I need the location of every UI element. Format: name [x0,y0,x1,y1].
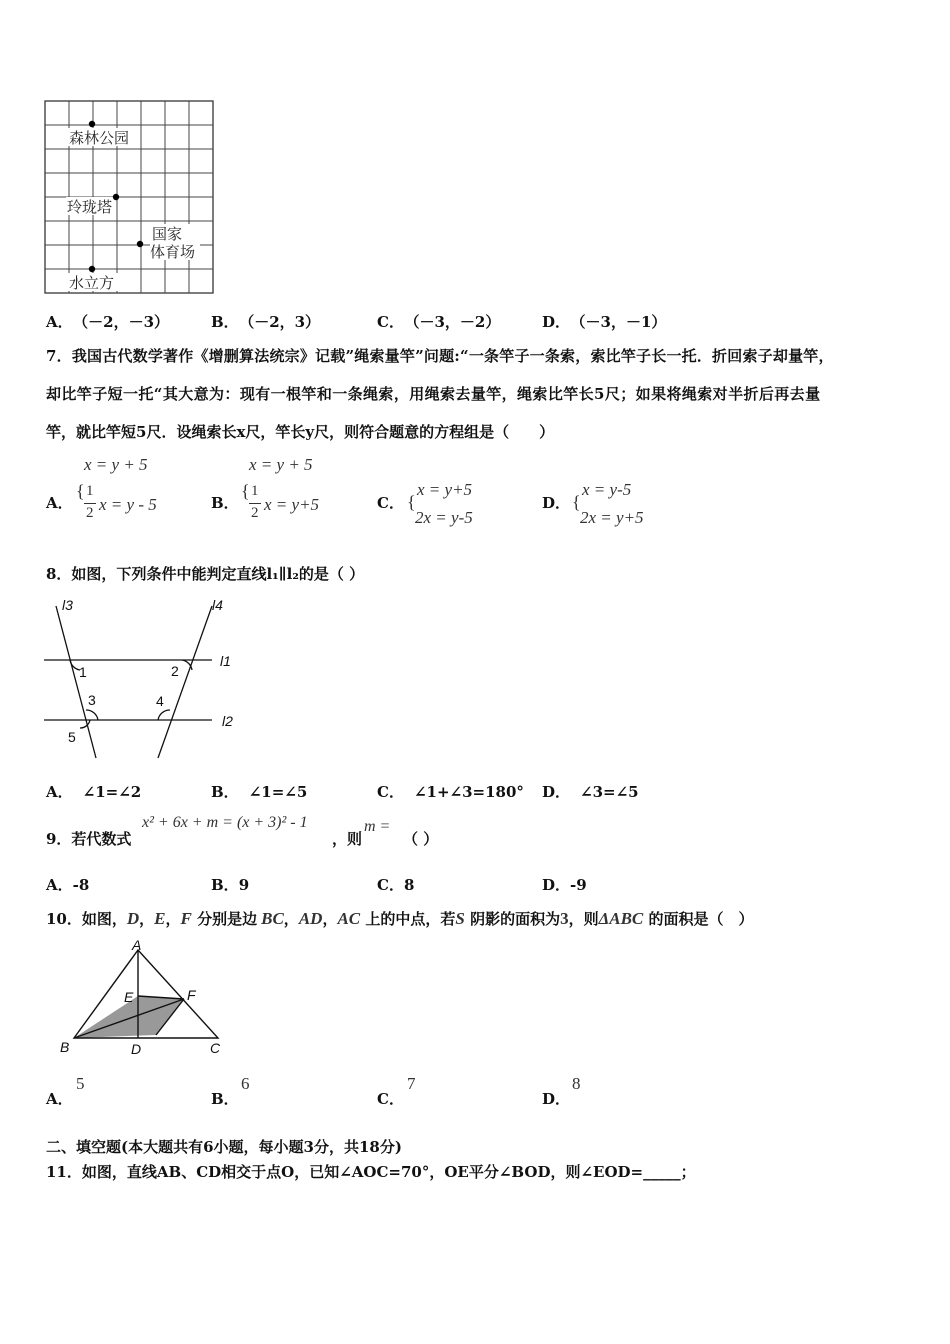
q8-parallel-lines-figure [40,592,240,762]
svg-text:l1: l1 [220,653,231,669]
svg-text:2: 2 [171,663,179,679]
q9-option-d[interactable]: D．-9 [542,876,587,894]
q10-question: 10．如图，D，E，F 分别是边 BC，AD，AC 上的中点，若S 阴影的面积为3，则ΔABC 的面积是（ ） [46,909,754,928]
q6-option-c[interactable]: C． （－3，－2） [377,313,501,331]
q7-option-b[interactable]: B． x = y + 5 { 1 2 x = y+5 [211,455,320,521]
q7-text-line1: 7．我国古代数学著作《增删算法统宗》记载”绳索量竿”问题:“一条竿子一条索，索比竿子长一托．折回索子却量竿， [46,347,834,365]
map-label: 玲珑塔 [67,199,113,216]
q8-option-b[interactable]: B． ∠1=∠5 [211,783,308,801]
svg-text:3: 3 [88,692,96,708]
svg-text:4: 4 [156,693,164,709]
svg-text:F: F [187,987,196,1003]
svg-text:B: B [60,1039,70,1055]
svg-text:1: 1 [79,664,87,680]
linglong-tower-point [113,194,119,200]
q10-triangle-figure [56,938,236,1060]
q7-text-line2: 却比竿子短一托“其大意为：现有一根竿和一条绳索，用绳索去量竿，绳索比竿长5尺；如果将绳索对半折后再去量 [46,385,821,403]
map-label: 水立方 [69,275,115,292]
q8-option-d[interactable]: D． ∠3=∠5 [542,783,639,801]
q9-option-c[interactable]: C．8 [377,876,415,894]
q11-question: 11．如图，直线AB、CD相交于点O，已知∠AOC=70°，OE平分∠BOD，则∠EOD=_____； [46,1163,696,1181]
map-label: 国家 [152,226,183,243]
map-label: 体育场 [150,244,196,261]
section-2-heading: 二、填空题(本大题共有6小题，每小题3分，共18分) [46,1138,402,1156]
q9-option-a[interactable]: A．-8 [46,876,90,894]
q10-option-d[interactable]: D． 8 [542,1074,581,1108]
q8-question: 8．如图，下列条件中能判定直线l₁∥l₂的是（ ） [46,565,365,583]
q9-expression: x² + 6x + m = (x + 3)² - 1 [142,814,308,831]
q8-option-a[interactable]: A． ∠1=∠2 [46,783,142,801]
q7-option-a[interactable]: A． x = y + 5 { 1 2 x = y - 5 [46,455,157,521]
stadium-point [137,241,143,247]
map-label: 森林公园 [69,130,130,147]
q10-option-b[interactable]: B． 6 [211,1074,250,1108]
q6-option-a[interactable]: A． （－2，－3） [46,313,170,331]
map-grid-figure [44,100,216,296]
q9-question: 9．若代数式 x² + 6x + m = (x + 3)² - 1 ，则 m = （ ） [46,814,439,848]
q6-option-b[interactable]: B． （－2，3） [211,313,321,331]
svg-text:A: A [132,938,142,953]
q10-option-c[interactable]: C． 7 [377,1074,416,1108]
svg-text:E: E [124,989,134,1005]
forest-park-point [89,121,95,127]
q9-option-b[interactable]: B．9 [211,876,250,894]
q7-text-line3: 竿，就比竿短5尺．设绳索长x尺，竿长y尺，则符合题意的方程组是（ ） [46,423,555,441]
q7-option-c[interactable]: C． { x = y+5 2x = y-5 [377,480,473,527]
q6-option-d[interactable]: D． （－3，－1） [542,313,667,331]
q10-option-a[interactable]: A． 5 [46,1074,85,1108]
svg-text:D: D [131,1041,142,1057]
svg-text:l4: l4 [212,597,223,613]
svg-text:C: C [210,1040,221,1056]
q7-option-d[interactable]: D． { x = y-5 2x = y+5 [542,480,644,527]
svg-text:5: 5 [68,729,76,745]
q8-option-c[interactable]: C． ∠1+∠3=180° [377,783,524,801]
svg-text:l3: l3 [62,597,73,613]
water-cube-point [89,266,95,272]
svg-text:l2: l2 [222,713,233,729]
